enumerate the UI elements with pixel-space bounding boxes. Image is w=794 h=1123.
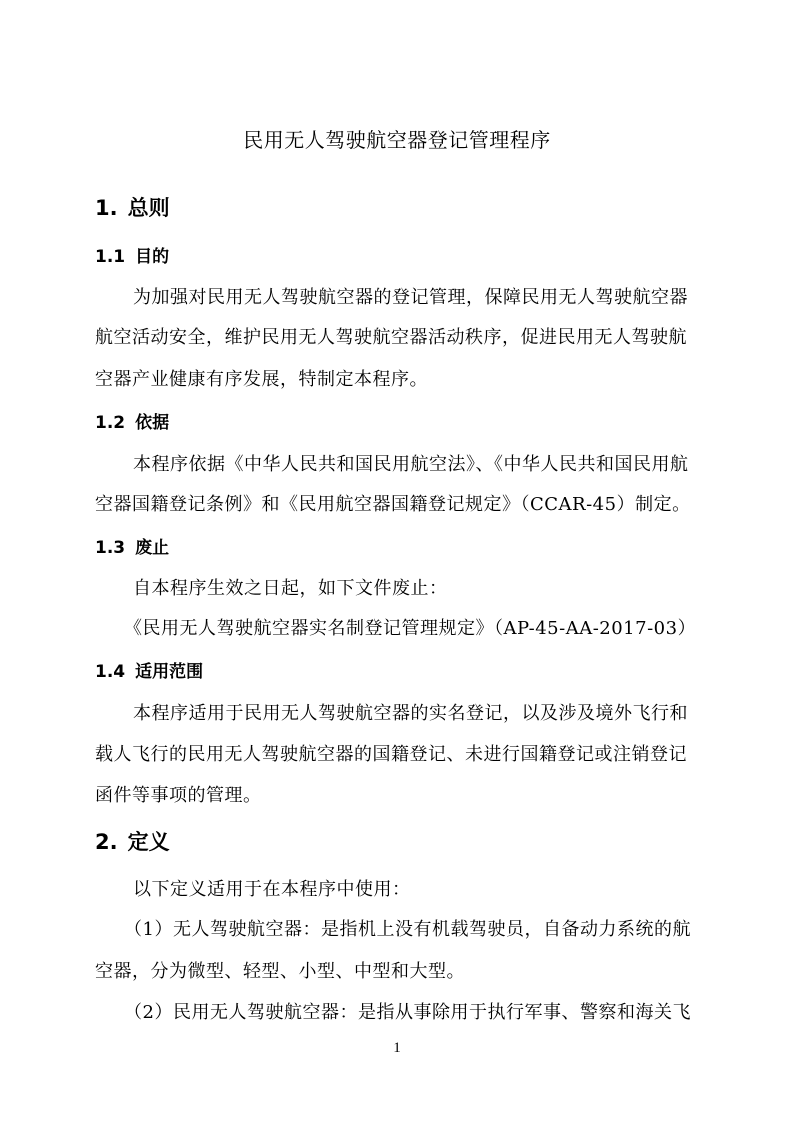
document-title: 民用无人驾驶航空器登记管理程序: [243, 128, 551, 152]
paragraph-line: 空器国籍登记条例》和《民用航空器国籍登记规定》（CCAR-45）制定。: [95, 494, 691, 515]
subsection-number: 1.4: [95, 662, 126, 682]
subsection-number: 1.3: [95, 538, 126, 558]
subsection-number: 1.1: [95, 247, 126, 267]
paragraph-line: 载人飞行的民用无人驾驶航空器的国籍登记、未进行国籍登记或注销登记: [95, 744, 687, 765]
subsection-heading-scope: [95, 657, 203, 682]
paragraph-line: 空器，分为微型、轻型、小型、中型和大型。: [95, 961, 465, 982]
section-heading-general: [95, 192, 170, 222]
paragraph-line: 函件等事项的管理。: [95, 785, 262, 806]
subsection-number: 1.2: [95, 413, 126, 433]
paragraph-line: 空器产业健康有序发展，特制定本程序。: [95, 369, 428, 390]
paragraph-line: 自本程序生效之日起，如下文件废止：: [133, 578, 448, 599]
subsection-title: 目的: [135, 247, 170, 267]
subsection-title: 依据: [135, 413, 170, 433]
section-heading-definitions: [95, 826, 170, 856]
paragraph-line: 本程序依据《中华人民共和国民用航空法》、《中华人民共和国民用航: [133, 454, 689, 475]
section-number: 2.: [95, 830, 118, 854]
paragraph-line: 为加强对民用无人驾驶航空器的登记管理，保障民用无人驾驶航空器: [133, 287, 688, 308]
subsection-heading-basis: [95, 408, 169, 433]
section-number: 1.: [95, 196, 118, 220]
definition-line: （1）无人驾驶航空器：是指机上没有机载驾驶员，自备动力系统的航: [124, 919, 691, 940]
paragraph-line: 以下定义适用于在本程序中使用：: [133, 879, 411, 900]
section-title: 总则: [127, 196, 170, 220]
page-number: 1: [393, 1040, 401, 1056]
repealed-document-line: 《民用无人驾驶航空器实名制登记管理规定》（AP-45-AA-2017-03）: [124, 618, 697, 639]
definition-line: （2）民用无人驾驶航空器：是指从事除用于执行军事、警察和海关飞: [124, 1002, 691, 1023]
subsection-title: 废止: [135, 538, 170, 558]
subsection-heading-repeal: [95, 533, 169, 558]
section-title: 定义: [127, 830, 170, 854]
subsection-heading-purpose: [95, 242, 169, 267]
subsection-title: 适用范围: [135, 662, 204, 682]
paragraph-line: 航空活动安全，维护民用无人驾驶航空器活动秩序，促进民用无人驾驶航: [95, 327, 687, 348]
paragraph-line: 本程序适用于民用无人驾驶航空器的实名登记，以及涉及境外飞行和: [133, 703, 688, 724]
